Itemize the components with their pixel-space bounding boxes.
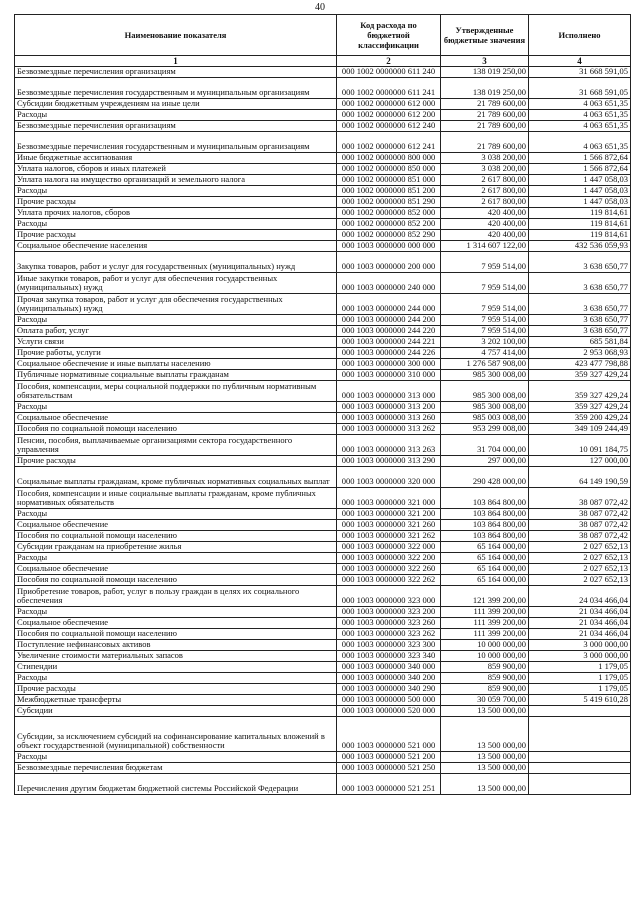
row-approved-cell: 13 500 000,00 (441, 717, 529, 752)
row-approved-cell: 985 300 008,00 (441, 370, 529, 381)
row-approved-cell: 7 959 514,00 (441, 326, 529, 337)
row-code-cell: 000 1003 0000000 340 200 (337, 673, 441, 684)
row-code-cell: 000 1003 0000000 322 000 (337, 542, 441, 553)
row-code-cell: 000 1002 0000000 850 000 (337, 164, 441, 175)
row-name-cell: Субсидии бюджетным учреждениям на иные цели (15, 99, 337, 110)
report-table (14, 14, 631, 795)
row-executed-cell (529, 752, 631, 763)
table-row (15, 67, 631, 78)
table-row (15, 542, 631, 553)
row-approved-cell: 13 500 000,00 (441, 752, 529, 763)
row-approved-cell: 290 428 000,00 (441, 467, 529, 488)
row-code-cell: 000 1003 0000000 321 260 (337, 520, 441, 531)
row-code-cell: 000 1003 0000000 313 263 (337, 435, 441, 456)
row-code-cell: 000 1002 0000000 851 000 (337, 175, 441, 186)
row-approved-cell: 7 959 514,00 (441, 252, 529, 273)
row-approved-cell: 138 019 250,00 (441, 67, 529, 78)
row-approved-cell: 103 864 800,00 (441, 520, 529, 531)
table-row (15, 359, 631, 370)
table-row (15, 488, 631, 509)
row-name-cell: Расходы (15, 607, 337, 618)
row-approved-cell: 953 299 008,00 (441, 424, 529, 435)
row-executed-cell: 4 063 651,35 (529, 132, 631, 153)
row-executed-cell: 4 063 651,35 (529, 121, 631, 132)
table-row (15, 520, 631, 531)
row-name-cell: Иные бюджетные ассигнования (15, 153, 337, 164)
row-approved-cell: 21 789 600,00 (441, 121, 529, 132)
table-row (15, 315, 631, 326)
row-executed-cell (529, 774, 631, 795)
table-row (15, 706, 631, 717)
row-name-cell: Прочие расходы (15, 684, 337, 695)
table-row (15, 337, 631, 348)
row-executed-cell: 1 566 872,64 (529, 164, 631, 175)
row-code-cell: 000 1003 0000000 240 000 (337, 273, 441, 294)
row-code-cell: 000 1003 0000000 322 200 (337, 553, 441, 564)
row-executed-cell: 119 814,61 (529, 219, 631, 230)
row-approved-cell: 3 038 200,00 (441, 164, 529, 175)
row-name-cell: Расходы (15, 315, 337, 326)
row-executed-cell: 38 087 072,42 (529, 531, 631, 542)
row-name-cell: Пособия по социальной помощи населению (15, 629, 337, 640)
row-executed-cell: 3 638 650,77 (529, 273, 631, 294)
row-approved-cell: 420 400,00 (441, 230, 529, 241)
table-row (15, 564, 631, 575)
row-approved-cell: 420 400,00 (441, 208, 529, 219)
table-row (15, 208, 631, 219)
row-code-cell: 000 1003 0000000 340 290 (337, 684, 441, 695)
table-row (15, 402, 631, 413)
table-row (15, 629, 631, 640)
row-executed-cell: 2 027 652,13 (529, 542, 631, 553)
row-executed-cell: 127 000,00 (529, 456, 631, 467)
row-name-cell: Уплата налогов, сборов и иных платежей (15, 164, 337, 175)
row-name-cell: Прочие расходы (15, 456, 337, 467)
row-executed-cell: 359 327 429,24 (529, 381, 631, 402)
row-code-cell: 000 1003 0000000 313 260 (337, 413, 441, 424)
row-code-cell: 000 1002 0000000 612 200 (337, 110, 441, 121)
row-name-cell: Уплата прочих налогов, сборов (15, 208, 337, 219)
row-approved-cell: 985 300 008,00 (441, 381, 529, 402)
row-approved-cell: 103 864 800,00 (441, 488, 529, 509)
row-name-cell: Иные закупки товаров, работ и услуг для обеспечения государственных (муниципальных) нужд (15, 273, 337, 294)
row-executed-cell: 3 638 650,77 (529, 294, 631, 315)
row-approved-cell: 3 202 100,00 (441, 337, 529, 348)
row-approved-cell: 4 757 414,00 (441, 348, 529, 359)
row-executed-cell: 2 027 652,13 (529, 564, 631, 575)
row-approved-cell: 985 300 008,00 (441, 402, 529, 413)
row-code-cell: 000 1003 0000000 313 200 (337, 402, 441, 413)
row-executed-cell: 423 477 798,88 (529, 359, 631, 370)
row-approved-cell: 21 789 600,00 (441, 99, 529, 110)
column-number-1: 1 (15, 56, 337, 67)
row-name-cell: Безвозмездные перечисления организациям (15, 67, 337, 78)
row-name-cell: Социальное обеспечение (15, 520, 337, 531)
row-approved-cell: 13 500 000,00 (441, 774, 529, 795)
table-row (15, 435, 631, 456)
row-code-cell: 000 1002 0000000 612 241 (337, 132, 441, 153)
row-approved-cell: 2 617 800,00 (441, 197, 529, 208)
row-approved-cell: 2 617 800,00 (441, 186, 529, 197)
row-executed-cell: 38 087 072,42 (529, 509, 631, 520)
row-executed-cell (529, 763, 631, 774)
row-executed-cell: 2 953 068,93 (529, 348, 631, 359)
column-header-approved: Утвержденные бюджетные значения (441, 15, 529, 56)
table-row (15, 553, 631, 564)
table-row (15, 684, 631, 695)
row-executed-cell (529, 706, 631, 717)
row-name-cell: Социальное обеспечение (15, 564, 337, 575)
row-name-cell: Расходы (15, 219, 337, 230)
row-executed-cell: 3 000 000,00 (529, 651, 631, 662)
table-row (15, 413, 631, 424)
row-approved-cell: 103 864 800,00 (441, 509, 529, 520)
row-name-cell: Прочие работы, услуги (15, 348, 337, 359)
row-code-cell: 000 1003 0000000 322 260 (337, 564, 441, 575)
row-name-cell: Социальное обеспечение (15, 618, 337, 629)
row-approved-cell: 111 399 200,00 (441, 607, 529, 618)
row-code-cell: 000 1003 0000000 500 000 (337, 695, 441, 706)
row-approved-cell: 1 276 587 908,00 (441, 359, 529, 370)
row-code-cell: 000 1003 0000000 321 200 (337, 509, 441, 520)
row-name-cell: Социальное обеспечение и иные выплаты населению (15, 359, 337, 370)
row-executed-cell: 38 087 072,42 (529, 488, 631, 509)
row-executed-cell: 119 814,61 (529, 208, 631, 219)
table-row (15, 99, 631, 110)
row-name-cell: Безвозмездные перечисления бюджетам (15, 763, 337, 774)
table-row (15, 132, 631, 153)
table-row (15, 164, 631, 175)
row-code-cell: 000 1003 0000000 323 340 (337, 651, 441, 662)
table-row (15, 662, 631, 673)
row-code-cell: 000 1002 0000000 800 000 (337, 153, 441, 164)
row-executed-cell: 359 327 429,24 (529, 402, 631, 413)
row-code-cell: 000 1002 0000000 851 200 (337, 186, 441, 197)
row-code-cell: 000 1002 0000000 852 000 (337, 208, 441, 219)
row-name-cell: Социальные выплаты гражданам, кроме публичных нормативных социальных выплат (15, 467, 337, 488)
row-code-cell: 000 1002 0000000 852 290 (337, 230, 441, 241)
row-executed-cell: 1 566 872,64 (529, 153, 631, 164)
row-name-cell: Прочие расходы (15, 230, 337, 241)
row-code-cell: 000 1003 0000000 323 200 (337, 607, 441, 618)
row-executed-cell: 4 063 651,35 (529, 110, 631, 121)
column-number-3: 3 (441, 56, 529, 67)
row-approved-cell: 2 617 800,00 (441, 175, 529, 186)
row-name-cell: Услуги связи (15, 337, 337, 348)
table-row (15, 197, 631, 208)
table-row (15, 575, 631, 586)
table-row (15, 531, 631, 542)
table-row (15, 326, 631, 337)
row-executed-cell: 4 063 651,35 (529, 99, 631, 110)
row-name-cell: Перечисления другим бюджетам бюджетной системы Российской Федерации (15, 774, 337, 795)
row-name-cell: Безвозмездные перечисления государственным и муниципальным организациям (15, 78, 337, 99)
row-approved-cell: 13 500 000,00 (441, 763, 529, 774)
table-row (15, 763, 631, 774)
row-code-cell: 000 1003 0000000 244 200 (337, 315, 441, 326)
row-executed-cell: 349 109 244,49 (529, 424, 631, 435)
row-executed-cell: 64 149 190,59 (529, 467, 631, 488)
row-code-cell: 000 1003 0000000 244 220 (337, 326, 441, 337)
column-header-executed: Исполнено (529, 15, 631, 56)
row-code-cell: 000 1003 0000000 320 000 (337, 467, 441, 488)
row-code-cell: 000 1002 0000000 611 240 (337, 67, 441, 78)
row-approved-cell: 10 000 000,00 (441, 640, 529, 651)
row-approved-cell: 21 789 600,00 (441, 110, 529, 121)
row-code-cell: 000 1003 0000000 244 000 (337, 294, 441, 315)
row-code-cell: 000 1003 0000000 521 200 (337, 752, 441, 763)
row-approved-cell: 859 900,00 (441, 662, 529, 673)
row-code-cell: 000 1003 0000000 322 262 (337, 575, 441, 586)
column-number-4: 4 (529, 56, 631, 67)
table-row (15, 370, 631, 381)
row-approved-cell: 420 400,00 (441, 219, 529, 230)
table-row (15, 294, 631, 315)
row-approved-cell: 111 399 200,00 (441, 629, 529, 640)
table-row (15, 252, 631, 273)
row-executed-cell: 10 091 184,75 (529, 435, 631, 456)
row-code-cell: 000 1003 0000000 521 251 (337, 774, 441, 795)
row-name-cell: Расходы (15, 402, 337, 413)
row-approved-cell: 31 704 000,00 (441, 435, 529, 456)
row-name-cell: Безвозмездные перечисления государственным и муниципальным организациям (15, 132, 337, 153)
row-code-cell: 000 1003 0000000 323 300 (337, 640, 441, 651)
row-executed-cell: 1 447 058,03 (529, 175, 631, 186)
row-code-cell: 000 1003 0000000 323 260 (337, 618, 441, 629)
row-code-cell: 000 1003 0000000 310 000 (337, 370, 441, 381)
row-name-cell: Пенсии, пособия, выплачиваемые организациями сектора государственного управления (15, 435, 337, 456)
table-row (15, 348, 631, 359)
row-executed-cell: 3 000 000,00 (529, 640, 631, 651)
table-row (15, 273, 631, 294)
table-row (15, 175, 631, 186)
row-name-cell: Публичные нормативные социальные выплаты гражданам (15, 370, 337, 381)
row-executed-cell: 21 034 466,04 (529, 629, 631, 640)
table-row (15, 78, 631, 99)
row-name-cell: Социальное обеспечение населения (15, 241, 337, 252)
row-approved-cell: 65 164 000,00 (441, 553, 529, 564)
row-code-cell: 000 1003 0000000 313 262 (337, 424, 441, 435)
row-name-cell: Пособия, компенсации и иные социальные выплаты гражданам, кроме публичных нормативных обязательств (15, 488, 337, 509)
row-code-cell: 000 1003 0000000 244 221 (337, 337, 441, 348)
row-code-cell: 000 1003 0000000 340 000 (337, 662, 441, 673)
table-row (15, 456, 631, 467)
row-approved-cell: 3 038 200,00 (441, 153, 529, 164)
row-code-cell: 000 1002 0000000 851 290 (337, 197, 441, 208)
row-code-cell: 000 1003 0000000 521 000 (337, 717, 441, 752)
row-executed-cell: 2 027 652,13 (529, 575, 631, 586)
table-row (15, 241, 631, 252)
row-name-cell: Приобретение товаров, работ, услуг в пользу граждан в целях их социального обеспечения (15, 586, 337, 607)
row-name-cell: Оплата работ, услуг (15, 326, 337, 337)
row-executed-cell: 359 200 429,24 (529, 413, 631, 424)
row-executed-cell: 1 447 058,03 (529, 197, 631, 208)
row-code-cell: 000 1002 0000000 852 200 (337, 219, 441, 230)
row-approved-cell: 13 500 000,00 (441, 706, 529, 717)
table-row (15, 153, 631, 164)
table-row (15, 717, 631, 752)
row-executed-cell: 5 419 610,28 (529, 695, 631, 706)
row-name-cell: Расходы (15, 509, 337, 520)
table-row (15, 607, 631, 618)
row-approved-cell: 103 864 800,00 (441, 531, 529, 542)
row-executed-cell: 3 638 650,77 (529, 252, 631, 273)
row-name-cell: Пособия по социальной помощи населению (15, 424, 337, 435)
row-name-cell: Расходы (15, 186, 337, 197)
page-number: 40 (315, 2, 325, 13)
row-code-cell: 000 1003 0000000 300 000 (337, 359, 441, 370)
row-executed-cell: 1 179,05 (529, 684, 631, 695)
row-name-cell: Социальное обеспечение (15, 413, 337, 424)
row-code-cell: 000 1003 0000000 313 000 (337, 381, 441, 402)
table-row (15, 640, 631, 651)
row-executed-cell: 3 638 650,77 (529, 315, 631, 326)
row-executed-cell: 2 027 652,13 (529, 553, 631, 564)
table-row (15, 219, 631, 230)
row-name-cell: Безвозмездные перечисления организациям (15, 121, 337, 132)
row-name-cell: Пособия по социальной помощи населению (15, 575, 337, 586)
row-executed-cell (529, 717, 631, 752)
row-code-cell: 000 1003 0000000 200 000 (337, 252, 441, 273)
row-executed-cell: 685 581,84 (529, 337, 631, 348)
row-approved-cell: 121 399 200,00 (441, 586, 529, 607)
row-approved-cell: 65 164 000,00 (441, 575, 529, 586)
row-name-cell: Прочая закупка товаров, работ и услуг для обеспечения государственных (муниципальных) нужд (15, 294, 337, 315)
row-approved-cell: 1 314 607 122,00 (441, 241, 529, 252)
row-executed-cell: 21 034 466,04 (529, 618, 631, 629)
row-executed-cell: 31 668 591,05 (529, 78, 631, 99)
row-executed-cell: 31 668 591,05 (529, 67, 631, 78)
row-code-cell: 000 1003 0000000 321 262 (337, 531, 441, 542)
row-name-cell: Расходы (15, 752, 337, 763)
row-executed-cell: 21 034 466,04 (529, 607, 631, 618)
row-approved-cell: 859 900,00 (441, 684, 529, 695)
table-row (15, 618, 631, 629)
column-header-name: Наименование показателя (15, 15, 337, 56)
row-name-cell: Стипендии (15, 662, 337, 673)
table-row (15, 774, 631, 795)
row-name-cell: Расходы (15, 110, 337, 121)
row-name-cell: Уплата налога на имущество организаций и земельного налога (15, 175, 337, 186)
row-name-cell: Пособия, компенсации, меры социальной поддержки по публичным нормативным обязательствам (15, 381, 337, 402)
row-code-cell: 000 1003 0000000 313 290 (337, 456, 441, 467)
row-name-cell: Поступление нефинансовых активов (15, 640, 337, 651)
row-approved-cell: 7 959 514,00 (441, 315, 529, 326)
row-code-cell: 000 1003 0000000 521 250 (337, 763, 441, 774)
row-executed-cell: 119 814,61 (529, 230, 631, 241)
table-row (15, 651, 631, 662)
row-name-cell: Закупка товаров, работ и услуг для государственных (муниципальных) нужд (15, 252, 337, 273)
row-approved-cell: 7 959 514,00 (441, 273, 529, 294)
row-executed-cell: 432 536 059,93 (529, 241, 631, 252)
row-approved-cell: 297 000,00 (441, 456, 529, 467)
row-name-cell: Увеличение стоимости материальных запасов (15, 651, 337, 662)
table-body (15, 67, 631, 795)
table-row (15, 509, 631, 520)
row-name-cell: Межбюджетные трансферты (15, 695, 337, 706)
row-code-cell: 000 1002 0000000 612 000 (337, 99, 441, 110)
row-name-cell: Субсидии (15, 706, 337, 717)
column-number-2: 2 (337, 56, 441, 67)
row-approved-cell: 111 399 200,00 (441, 618, 529, 629)
table-row (15, 673, 631, 684)
row-code-cell: 000 1003 0000000 244 226 (337, 348, 441, 359)
row-approved-cell: 65 164 000,00 (441, 542, 529, 553)
table-row (15, 121, 631, 132)
column-header-code: Код расхода по бюджетной классификации (337, 15, 441, 56)
row-name-cell: Пособия по социальной помощи населению (15, 531, 337, 542)
row-code-cell: 000 1003 0000000 321 000 (337, 488, 441, 509)
row-executed-cell: 3 638 650,77 (529, 326, 631, 337)
row-executed-cell: 1 447 058,03 (529, 186, 631, 197)
row-approved-cell: 30 059 700,00 (441, 695, 529, 706)
row-name-cell: Расходы (15, 673, 337, 684)
row-approved-cell: 21 789 600,00 (441, 132, 529, 153)
row-executed-cell: 1 179,05 (529, 673, 631, 684)
row-approved-cell: 10 000 000,00 (441, 651, 529, 662)
row-approved-cell: 985 003 008,00 (441, 413, 529, 424)
row-executed-cell: 1 179,05 (529, 662, 631, 673)
row-code-cell: 000 1003 0000000 000 000 (337, 241, 441, 252)
row-executed-cell: 38 087 072,42 (529, 520, 631, 531)
row-executed-cell: 359 327 429,24 (529, 370, 631, 381)
row-code-cell: 000 1003 0000000 323 262 (337, 629, 441, 640)
row-name-cell: Субсидии, за исключением субсидий на софинансирование капитальных вложений в объект государственной (муниципальной) собственности (15, 717, 337, 752)
row-name-cell: Расходы (15, 553, 337, 564)
row-name-cell: Субсидии гражданам на приобретение жилья (15, 542, 337, 553)
row-approved-cell: 7 959 514,00 (441, 294, 529, 315)
row-approved-cell: 65 164 000,00 (441, 564, 529, 575)
row-name-cell: Прочие расходы (15, 197, 337, 208)
table-row (15, 586, 631, 607)
row-code-cell: 000 1003 0000000 323 000 (337, 586, 441, 607)
row-executed-cell: 24 034 466,04 (529, 586, 631, 607)
table-row (15, 752, 631, 763)
table-row (15, 695, 631, 706)
row-approved-cell: 859 900,00 (441, 673, 529, 684)
table-row (15, 381, 631, 402)
row-approved-cell: 138 019 250,00 (441, 78, 529, 99)
table-row (15, 467, 631, 488)
row-code-cell: 000 1002 0000000 612 240 (337, 121, 441, 132)
table-row (15, 424, 631, 435)
table-row (15, 186, 631, 197)
row-code-cell: 000 1003 0000000 520 000 (337, 706, 441, 717)
row-code-cell: 000 1002 0000000 611 241 (337, 78, 441, 99)
table-row (15, 230, 631, 241)
table-row (15, 110, 631, 121)
